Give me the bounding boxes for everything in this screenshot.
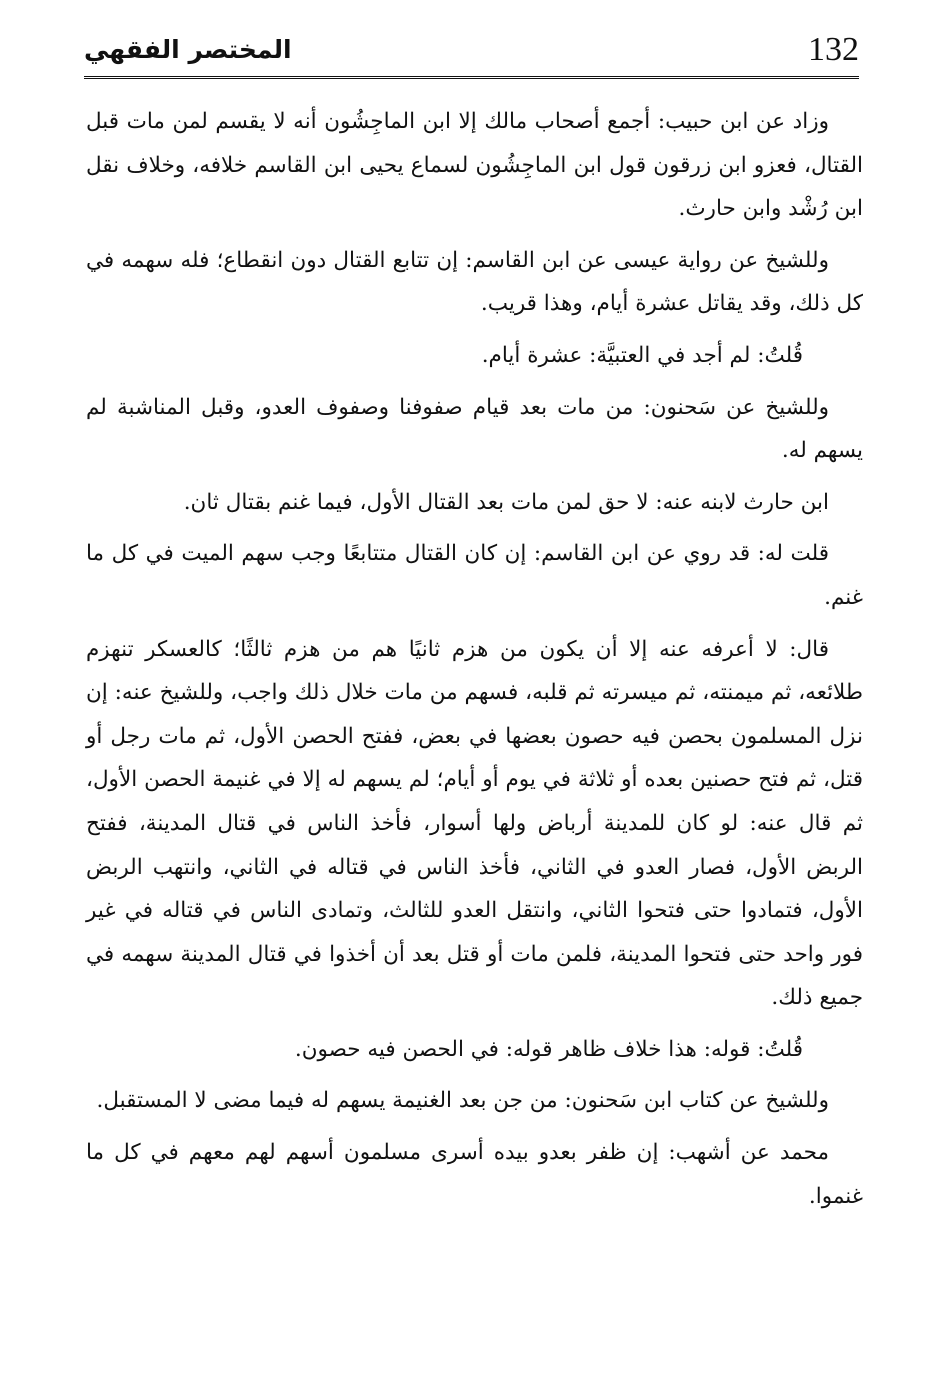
paragraph: قُلتُ: قوله: هذا خلاف ظاهر قوله: في الحصن فيه حصون. xyxy=(294,1036,803,1062)
paragraph: وزاد عن ابن حبيب: أجمع أصحاب مالك إلا ابن الماجِشُون أنه لا يقسم لمن مات قبل القتال، فعزو ابن زرقون قول ابن الماجِشُون لسماع يحيى ابن القاسم خلافه، وخلاف نقل ابن رُشْد وابن حارث. xyxy=(86,109,863,222)
page-header xyxy=(84,28,859,79)
paragraph: ابن حارث لابنه عنه: لا حق لمن مات بعد القتال الأول، فيما غنم بقتال ثان. xyxy=(183,489,829,515)
page-body xyxy=(86,100,863,1226)
paragraph: قال: لا أعرفه عنه إلا أن يكون من هزم ثانيًا هم من هزم ثالثًا؛ كالعسكر تنهزم طلائعه، ثم ميمنته، ثم ميسرته ثم قلبه، فسهم من مات خلال ذلك واجب، وللشيخ عنه: إن نزل المسلمون بحصن فيه حصون بعضها في بعض، ففتح الحصن الأول، ثم مات رجل أو قتل، ثم فتح حصنين بعده أو ثلاثة في يوم أو أيام؛ لم يسهم له إلا في غنيمة الحصن الأول، ثم قال عنه: لو كان للمدينة أرباض ولها أسوار، فأخذ الناس في قتال المدينة، ففتح الربض الأول، فصار العدو في الثاني، فأخذ الناس في قتاله في الثاني، وانتهب الربض الأول، فتمادوا حتى فتحوا الثاني، وانتقل العدو للثالث، وتمادى الناس في قتاله في غير فور واحد حتى فتحوا المدينة، فلمن مات أو قتل بعد أن أخذوا في قتال المدينة سهمه في جميع ذلك. xyxy=(86,636,863,1011)
paragraph: وللشيخ عن كتاب ابن سَحنون: من جن بعد الغنيمة يسهم له فيما مضى لا المستقبل. xyxy=(96,1088,829,1114)
paragraph: وللشيخ عن سَحنون: من مات بعد قيام صفوفنا وصفوف العدو، وقبل المناشبة لم يسهم له. xyxy=(86,394,863,464)
page-number: 132 xyxy=(808,31,859,68)
paragraph: وللشيخ عن رواية عيسى عن ابن القاسم: إن تتابع القتال دون انقطاع؛ فله سهمه في كل ذلك، وقد يقاتل عشرة أيام، وهذا قريب. xyxy=(86,247,863,317)
paragraph: قلت له: قد روي عن ابن القاسم: إن كان القتال متتابعًا وجب سهم الميت في كل ما غنم. xyxy=(86,541,863,610)
book-title: المختصر الفقهي xyxy=(84,35,292,64)
paragraph: محمد عن أشهب: إن ظفر بعدو بيده أسرى مسلمون أسهم لهم معهم في كل ما غنموا. xyxy=(86,1140,863,1209)
paragraph: قُلتُ: لم أجد في العتبيَّة: عشرة أيام. xyxy=(481,342,803,368)
